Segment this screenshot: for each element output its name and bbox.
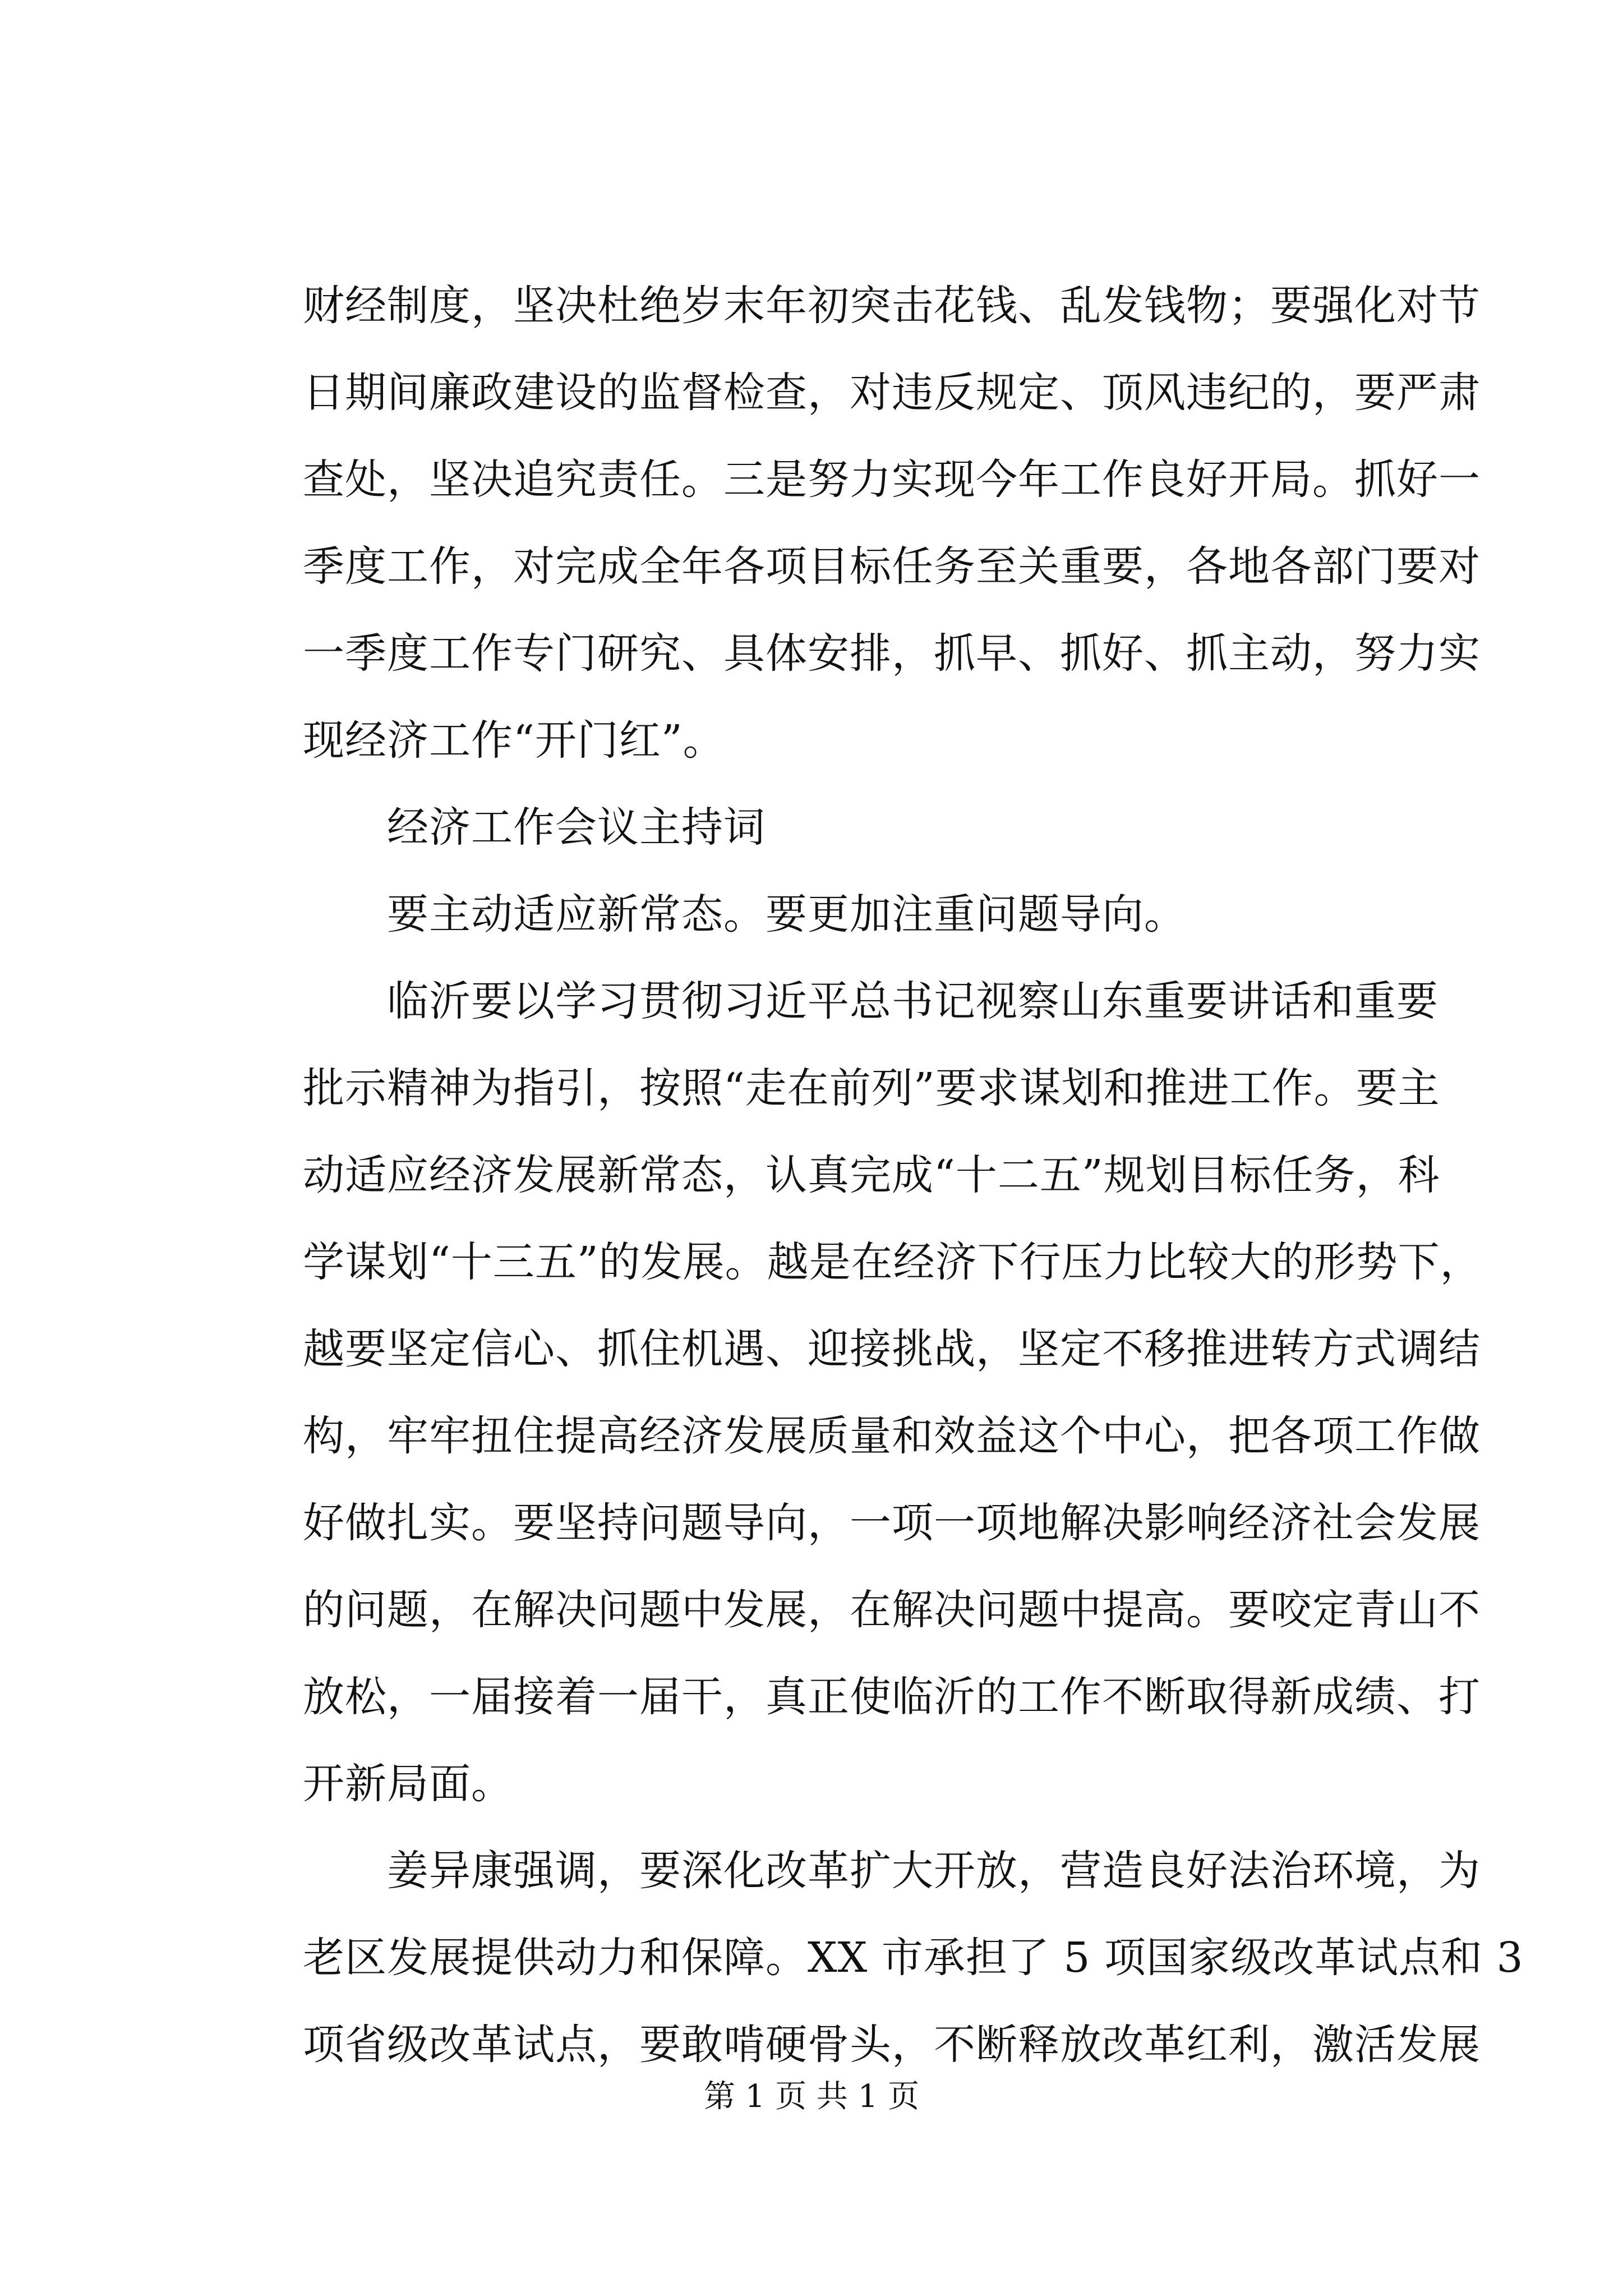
text-line: 越要坚定信心、抓住机遇、迎接挑战，坚定不移推进转方式调结 <box>303 1325 1481 1373</box>
text-line: 老区发展提供动力和保障。XX 市承担了 5 项国家级改革试点和 3 <box>303 1934 1524 1982</box>
text-line: 季度工作，对完成全年各项目标任务至关重要，各地各部门要对 <box>303 542 1481 591</box>
text-line: 姜异康强调，要深化改革扩大开放，营造良好法治环境，为 <box>387 1847 1481 1895</box>
page-footer <box>0 2074 1623 2119</box>
text-line: 临沂要以学习贯彻习近平总书记视察山东重要讲话和重要 <box>387 977 1438 1025</box>
text-line: 的问题，在解决问题中发展，在解决问题中提高。要咬定青山不 <box>303 1586 1481 1634</box>
document-body <box>303 263 1524 2088</box>
text-line: 好做扎实。要坚持问题导向，一项一项地解决影响经济社会发展 <box>303 1499 1481 1547</box>
text-line: 一季度工作专门研究、具体安排，抓早、抓好、抓主动，努力实 <box>303 629 1481 678</box>
text-line: 动适应经济发展新常态，认真完成“十二五”规划目标任务，科 <box>303 1151 1440 1199</box>
text-line: 项省级改革试点，要敢啃硬骨头，不断释放改革红利，激活发展 <box>303 2021 1481 2069</box>
text-line: 构，牢牢扭住提高经济发展质量和效益这个中心，把各项工作做 <box>303 1412 1481 1460</box>
text-line: 放松，一届接着一届干，真正使临沂的工作不断取得新成绩、打 <box>303 1673 1481 1721</box>
text-line: 要主动适应新常态。要更加注重问题导向。 <box>387 890 1186 938</box>
text-line: 财经制度，坚决杜绝岁末年初突击花钱、乱发钱物；要强化对节 <box>303 282 1481 330</box>
text-line: 日期间廉政建设的监督检查，对违反规定、顶风违纪的，要严肃 <box>303 369 1481 417</box>
text-line: 查处，坚决追究责任。三是努力实现今年工作良好开局。抓好一 <box>303 455 1481 504</box>
text-line: 开新局面。 <box>303 1760 513 1808</box>
page-number-label: 第 1 页 共 1 页 <box>703 2078 920 2115</box>
text-line: 现经济工作“开门红”。 <box>303 716 725 765</box>
text-line: 学谋划“十三五”的发展。越是在经济下行压力比较大的形势下， <box>303 1238 1482 1286</box>
text-line: 批示精神为指引，按照“走在前列”要求谋划和推进工作。要主 <box>303 1064 1440 1112</box>
section-heading: 经济工作会议主持词 <box>387 803 766 852</box>
